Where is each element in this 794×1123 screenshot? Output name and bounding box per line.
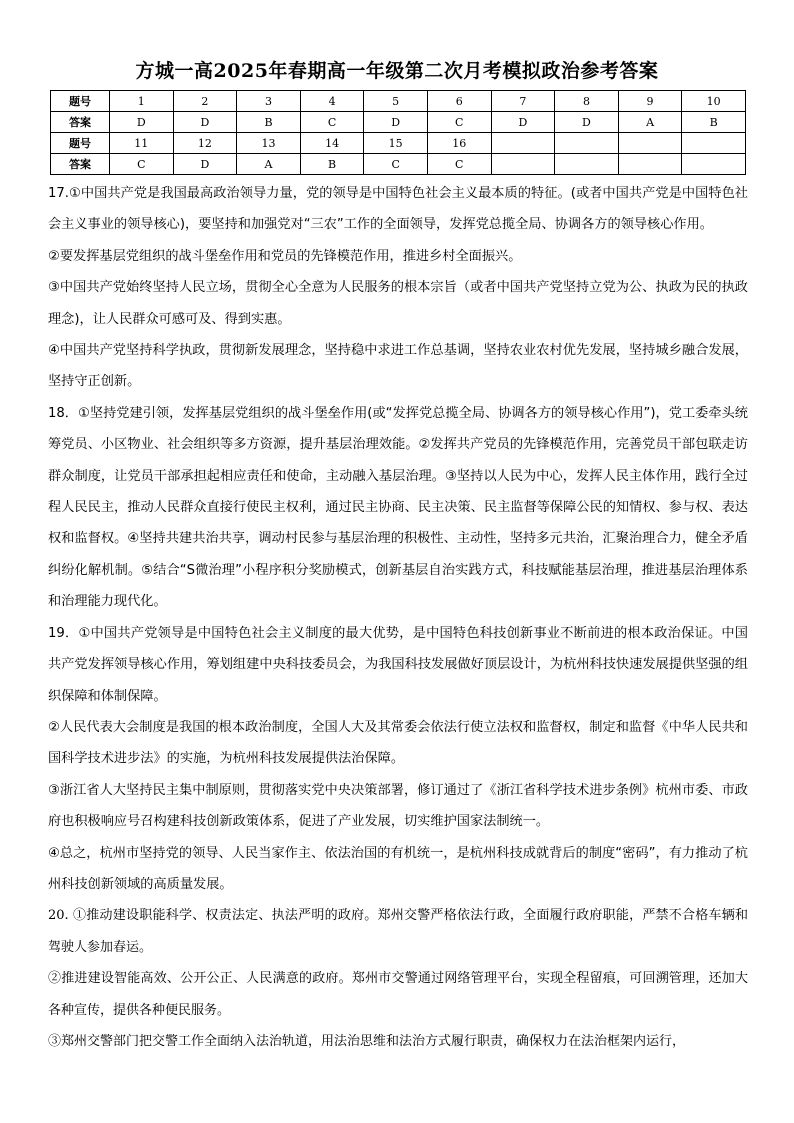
table-row-answers-1 [51, 112, 746, 133]
table-cell: D [173, 154, 237, 175]
table-cell: C [300, 112, 364, 133]
table-cell: A [237, 154, 301, 175]
table-cell: A [618, 112, 682, 133]
table-cell [682, 133, 746, 154]
table-cell: 10 [682, 91, 746, 112]
answer-19-point-4: ④总之，杭州市坚持党的领导、人民当家作主、依法治国的有机统一，是杭州科技成就背后的制度“密码”，有力推动了杭州科技创新领域的高质量发展。 [48, 845, 748, 892]
table-cell: 15 [364, 133, 428, 154]
table-cell: D [364, 112, 428, 133]
answer-17-point-4: ④中国共产党坚持科学执政，贯彻新发展理念，坚持稳中求进工作总基调，坚持农业农村优先发展，坚持城乡融合发展，坚持守正创新。 [48, 343, 748, 390]
table-cell: D [173, 112, 237, 133]
answer-17-point-3: ③中国共产党始终坚持人民立场，贯彻全心全意为人民服务的根本宗旨（或者中国共产党坚持立党为公、执政为民的执政理念)，让人民群众可感可及、得到实惠。 [48, 280, 748, 327]
table-row-question-numbers-2 [51, 133, 746, 154]
table-cell [618, 154, 682, 175]
table-cell: 8 [555, 91, 619, 112]
table-cell: B [300, 154, 364, 175]
answer-body [48, 178, 748, 1057]
table-cell [491, 154, 555, 175]
answer-19-point-1: 19．①中国共产党领导是中国特色社会主义制度的最大优势，是中国特色科技创新事业不断前进的根本政治保证。中国共产党发挥领导核心作用，筹划组建中央科技委员会，为我国科技发展做好顶层设计，为杭州科技快速发展提供坚强的组织保障和体制保障。 [48, 625, 748, 704]
table-cell [555, 154, 619, 175]
table-cell: 5 [364, 91, 428, 112]
row-header: 题号 [51, 91, 110, 112]
row-header: 答案 [51, 112, 110, 133]
table-cell: 13 [237, 133, 301, 154]
table-row-answers-2 [51, 154, 746, 175]
answer-19-point-3: ③浙江省人大坚持民主集中制原则，贯彻落实党中央决策部署，修订通过了《浙江省科学技术进步条例》杭州市委、市政府也积极响应号召构建科技创新政策体系，促进了产业发展，切实维护国家法制统一。 [48, 782, 748, 830]
table-row-question-numbers-1 [51, 91, 746, 112]
answer-table [50, 90, 746, 175]
table-cell: 4 [300, 91, 364, 112]
row-header: 答案 [51, 154, 110, 175]
table-cell: 11 [110, 133, 174, 154]
table-cell [555, 133, 619, 154]
table-cell: 9 [618, 91, 682, 112]
table-cell: 2 [173, 91, 237, 112]
answer-19-point-2: ②人民代表大会制度是我国的根本政治制度，全国人大及其常委会依法行使立法权和监督权，制定和监督《中华人民共和国科学技术进步法》的实施，为杭州科技发展提供法治保障。 [48, 719, 748, 767]
table-cell: C [364, 154, 428, 175]
table-cell: 1 [110, 91, 174, 112]
row-header: 题号 [51, 133, 110, 154]
answer-17-point-1: 17.①中国共产党是我国最高政治领导力量，党的领导是中国特色社会主义最本质的特征。(或者中国共产党是中国特色社会主义事业的领导核心)，要坚持和加强党对“三农”工作的全面领导，发挥党总揽全局、协调各方的领导核心作用。 [48, 186, 748, 233]
table-cell: 16 [427, 133, 491, 154]
table-cell: C [110, 154, 174, 175]
answer-17-point-2: ②要发挥基层党组织的战斗堡垒作用和党员的先锋模范作用，推进乡村全面振兴。 [48, 248, 522, 264]
table-cell: C [427, 112, 491, 133]
page-title: 方城一高2025年春期高一年级第二次月考模拟政治参考答案 [135, 60, 659, 82]
table-cell [618, 133, 682, 154]
answer-20-point-1: 20. ①推动建设职能科学、权责法定、执法严明的政府。郑州交警严格依法行政，全面履行政府职能，严禁不合格车辆和驾驶人参加春运。 [48, 908, 748, 955]
table-cell [491, 133, 555, 154]
table-cell: D [110, 112, 174, 133]
answer-20-point-3: ③郑州交警部门把交警工作全面纳入法治轨道，用法治思维和法治方式履行职责，确保权力在法治框架内运行， [48, 1033, 686, 1049]
answer-18: 18．①坚持党建引领，发挥基层党组织的战斗堡垒作用(或“发挥党总揽全局、协调各方的领导核心作用”)，党工委牵头统筹党员、小区物业、社会组织等多方资源，提升基层治理效能。②发挥共产党员的先锋模范作用，完善党员干部包联走访群众制度，让党员干部承担起相应责任和使命，主动融入基层治理。③坚持以人民为中心，发挥人民主体作用，践行全过程人民民主，推动人民群众直接行使民主权利，通过民主协商、民主决策、民主监督等保障公民的知情权、参与权、表达权和监督权。④坚持共建共治共享，调动村民参与基层治理的积极性、主动性，坚持多元共治，汇聚治理合力，健全矛盾纠纷化解机制。⑤结合“S微治理”小程序积分奖励模式，创新基层自治实践方式，科技赋能基层治理，推进基层治理体系和治理能力现代化。 [48, 405, 748, 610]
table-cell: C [427, 154, 491, 175]
table-cell: 7 [491, 91, 555, 112]
table-cell: B [682, 112, 746, 133]
table-cell: B [237, 112, 301, 133]
table-cell: D [555, 112, 619, 133]
table-cell [682, 154, 746, 175]
table-cell: D [491, 112, 555, 133]
table-cell: 6 [427, 91, 491, 112]
table-cell: 12 [173, 133, 237, 154]
answer-20-point-2: ②推进建设智能高效、公开公正、人民满意的政府。郑州市交警通过网络管理平台，实现全程留痕，可回溯管理，还加大各种宣传，提供各种便民服务。 [48, 971, 748, 1018]
table-cell: 3 [237, 91, 301, 112]
table-cell: 14 [300, 133, 364, 154]
